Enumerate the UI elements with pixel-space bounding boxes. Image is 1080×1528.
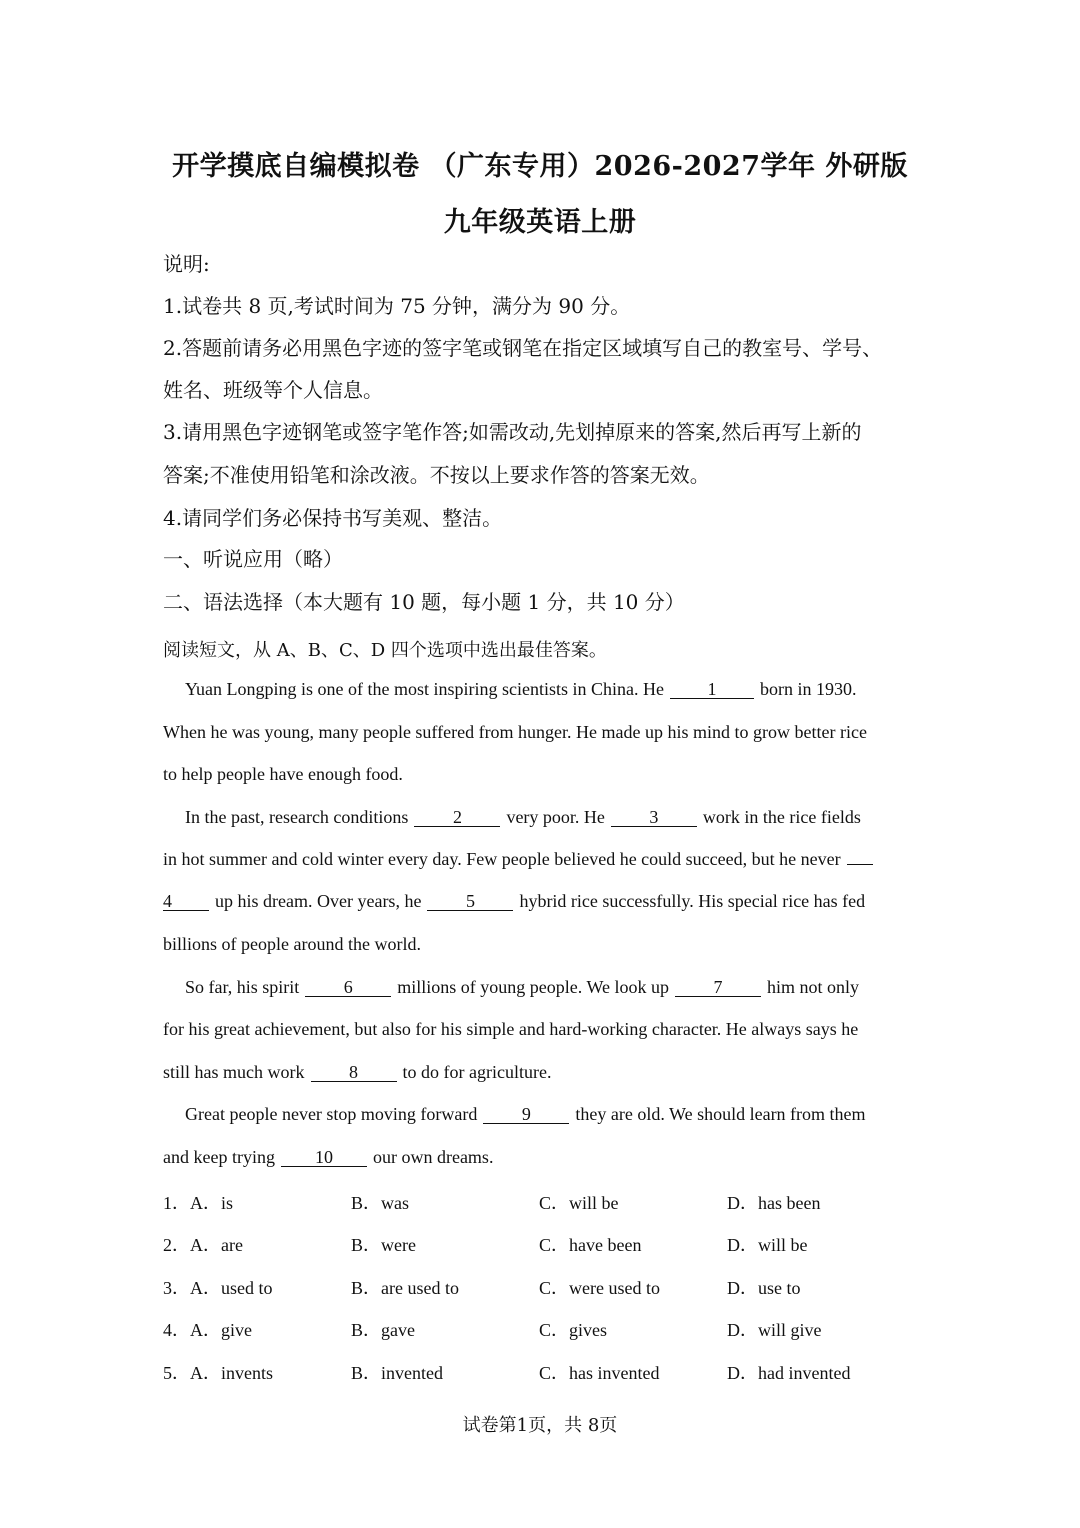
option-c: C．have been bbox=[539, 1235, 642, 1255]
option-c: C．will be bbox=[539, 1193, 619, 1213]
option-a: 5．A．invents bbox=[163, 1363, 273, 1383]
option-c: C．gives bbox=[539, 1320, 608, 1340]
blank-3: 3 bbox=[611, 808, 697, 827]
option-b: B．were bbox=[351, 1235, 416, 1255]
passage-line bbox=[185, 977, 859, 998]
passage-text: to do for agriculture. bbox=[402, 1062, 552, 1082]
passage-line: for his great achievement, but also for his simple and hard-working character. He always says he bbox=[163, 1019, 859, 1039]
question-options-4 bbox=[163, 1316, 923, 1340]
option-b: B．was bbox=[351, 1193, 409, 1213]
blank-1: 1 bbox=[670, 680, 754, 699]
option-a: 3．A．used to bbox=[163, 1278, 273, 1298]
passage-text: up his dream. Over years, he bbox=[215, 891, 422, 911]
passage-text: they are old. We should learn from them bbox=[575, 1104, 866, 1124]
passage-text: born in 1930. bbox=[759, 679, 857, 699]
question-options-2 bbox=[163, 1231, 923, 1255]
passage-line bbox=[163, 1147, 493, 1168]
passage-text: So far, his spirit bbox=[185, 977, 300, 997]
grammar-instruction: 阅读短文，从 A、B、C、D 四个选项中选出最佳答案。 bbox=[163, 640, 607, 661]
option-a: 2．A．are bbox=[163, 1235, 243, 1255]
passage-text: Great people never stop moving forward bbox=[185, 1104, 478, 1124]
option-d: D．use to bbox=[727, 1278, 801, 1298]
blank-2: 2 bbox=[414, 808, 500, 827]
blank-6: 6 bbox=[305, 978, 391, 997]
passage-text: Yuan Longping is one of the most inspiring scientists in China. He bbox=[185, 679, 664, 699]
passage-line: When he was young, many people suffered from hunger. He made up his mind to grow better rice bbox=[163, 722, 867, 742]
passage-line bbox=[163, 891, 865, 912]
passage-text: him not only bbox=[766, 977, 859, 997]
option-c: C．were used to bbox=[539, 1278, 660, 1298]
option-a: 4．A．give bbox=[163, 1320, 252, 1340]
passage-line: billions of people around the world. bbox=[163, 934, 421, 954]
passage-text: very poor. He bbox=[506, 807, 605, 827]
passage-line: to help people have enough food. bbox=[163, 764, 403, 784]
instruction-item: 1.试卷共 8 页,考试时间为 75 分钟，满分为 90 分。 bbox=[163, 294, 631, 318]
passage-text: in hot summer and cold winter every day. Few people believed he could succeed, but he never bbox=[163, 849, 841, 869]
passage-text: still has much work bbox=[163, 1062, 305, 1082]
option-b: B．gave bbox=[351, 1320, 415, 1340]
question-options-3 bbox=[163, 1274, 923, 1298]
blank-4-start bbox=[847, 864, 873, 865]
option-b: B．invented bbox=[351, 1363, 443, 1383]
exam-title-line1: 开学摸底自编模拟卷 （广东专用）2026-2027学年 外研版 bbox=[172, 151, 908, 182]
option-c: C．has invented bbox=[539, 1363, 660, 1383]
section-grammar: 二、语法选择（本大题有 10 题，每小题 1 分，共 10 分） bbox=[163, 590, 685, 614]
instruction-item: 答案;不准使用铅笔和涂改液。不按以上要求作答的答案无效。 bbox=[163, 463, 710, 487]
blank-9: 9 bbox=[483, 1105, 569, 1124]
passage-text: work in the rice fields bbox=[702, 807, 861, 827]
passage-line bbox=[185, 679, 856, 700]
blank-10: 10 bbox=[281, 1148, 367, 1167]
instruction-item: 2.答题前请务必用黑色字迹的签字笔或钢笔在指定区域填写自己的教室号、学号、 bbox=[163, 336, 883, 360]
option-b: B．are used to bbox=[351, 1278, 459, 1298]
blank-5: 5 bbox=[427, 892, 513, 911]
blank-4: 4 bbox=[163, 892, 209, 911]
instruction-item: 4.请同学们务必保持书写美观、整洁。 bbox=[163, 506, 503, 530]
page-footer: 试卷第1页，共 8页 bbox=[462, 1415, 618, 1436]
passage-line bbox=[163, 1062, 551, 1083]
question-options-1 bbox=[163, 1189, 923, 1213]
passage-text: and keep trying bbox=[163, 1147, 275, 1167]
option-d: D．will give bbox=[727, 1320, 822, 1340]
passage-text: millions of young people. We look up bbox=[397, 977, 669, 997]
passage-line bbox=[185, 1104, 866, 1125]
passage-text: In the past, research conditions bbox=[185, 807, 409, 827]
exam-title-line2: 九年级英语上册 bbox=[443, 207, 637, 238]
option-d: D．will be bbox=[727, 1235, 808, 1255]
instructions-label: 说明: bbox=[163, 252, 210, 276]
passage-text: our own dreams. bbox=[372, 1147, 494, 1167]
option-d: D．has been bbox=[727, 1193, 821, 1213]
blank-8: 8 bbox=[311, 1063, 397, 1082]
question-options-5 bbox=[163, 1359, 923, 1383]
option-a: 1．A．is bbox=[163, 1193, 234, 1213]
passage-line bbox=[163, 849, 873, 870]
section-listening: 一、听说应用（略） bbox=[163, 547, 343, 571]
passage-line bbox=[185, 807, 861, 828]
option-d: D．had invented bbox=[727, 1363, 851, 1383]
instruction-item: 3.请用黑色字迹钢笔或签字笔作答;如需改动,先划掉原来的答案,然后再写上新的 bbox=[163, 420, 862, 444]
instruction-item: 姓名、班级等个人信息。 bbox=[163, 378, 383, 402]
passage-text: hybrid rice successfully. His special rice has fed bbox=[519, 891, 866, 911]
blank-7: 7 bbox=[675, 978, 761, 997]
